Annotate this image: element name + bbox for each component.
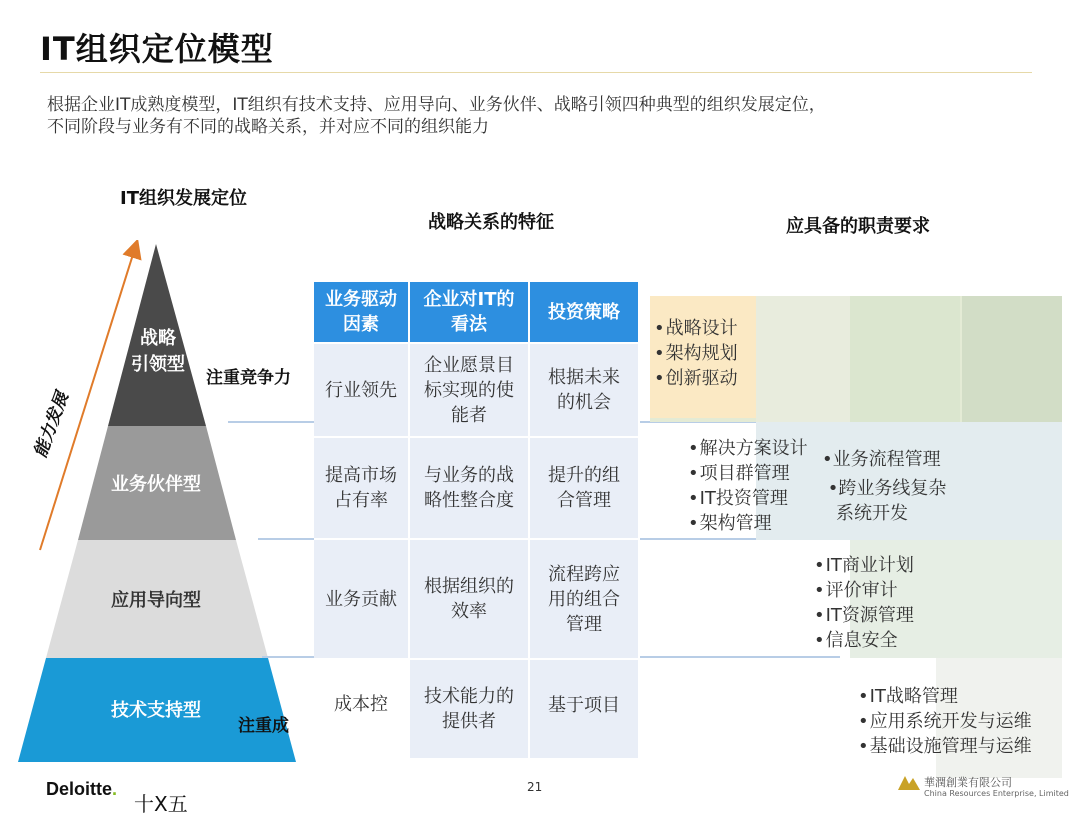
table-cell: 成本控 (314, 660, 408, 758)
cre-logo-en: China Resources Enterprise, Limited (924, 789, 1069, 798)
duty-list-level-2b (822, 447, 946, 526)
table-cell: 根据未来 的机会 (530, 344, 638, 436)
logo-sub-text: 十X五 (134, 792, 188, 816)
duty-band (962, 296, 1062, 422)
duty-band (850, 296, 960, 422)
cre-logo-icon (898, 772, 920, 790)
list-item: • 信息安全 (814, 628, 914, 653)
title-divider (40, 72, 1032, 73)
list-item: • IT战略管理 (858, 684, 1032, 709)
duty-list-level-3 (814, 553, 914, 653)
table-cell: 基于项目 (530, 660, 638, 758)
table-cell: 行业领先 (314, 344, 408, 436)
list-item: • IT商业计划 (814, 553, 914, 578)
list-item: 系统开发 (836, 503, 908, 524)
list-item: • 战略设计 (654, 316, 738, 341)
list-item: • IT资源管理 (814, 603, 914, 628)
pyramid-heading: IT组织发展定位 (120, 188, 247, 209)
table-cell: 提高市场 占有率 (314, 438, 408, 538)
pyramid-label-level-1: 战略 引领型 (131, 328, 185, 375)
list-item: • 架构管理 (688, 511, 808, 536)
duty-list-level-2a (688, 436, 808, 536)
list-item: • 项目群管理 (688, 461, 808, 486)
duty-list-level-1 (654, 316, 738, 391)
duty-list-level-4 (858, 684, 1032, 759)
intro-line-2: 不同阶段与业务有不同的战略关系，并对应不同的组织能力 (47, 117, 489, 137)
list-item: •跨业务线复杂 (822, 478, 947, 499)
table-cell: 提升的组 合管理 (530, 438, 638, 538)
page-title: IT组织定位模型 (40, 30, 274, 68)
duty-band (756, 296, 850, 422)
connector-line (258, 538, 314, 540)
pyramid-diagram (18, 244, 298, 762)
list-item: • 评价审计 (814, 578, 914, 603)
list-item: • 应用系统开发与运维 (858, 709, 1032, 734)
deloitte-logo: Deloitte. (46, 779, 118, 799)
list-item: • 架构规划 (654, 341, 738, 366)
note-cost-a: 注重成 (238, 716, 289, 736)
list-item: • 创新驱动 (654, 366, 738, 391)
axis-label: 能力发展 (30, 389, 73, 461)
connector-line (228, 421, 314, 423)
table-cell: 企业愿景目 标实现的使 能者 (410, 344, 528, 436)
page-number: 21 (527, 780, 543, 794)
pyramid-label-level-2: 业务伙伴型 (111, 474, 201, 495)
table-header-investment: 投资策略 (530, 282, 638, 342)
table-cell: 与业务的战 略性整合度 (410, 438, 528, 538)
cre-logo-cn: 華潤創業有限公司 (924, 776, 1012, 789)
table-cell: 业务贡献 (314, 540, 408, 658)
intro-line-1: 根据企业IT成熟度模型，IT组织有技术支持、应用导向、业务伙伴、战略引领四种典型的组织发展定位， (47, 95, 826, 115)
list-item: • IT投资管理 (688, 486, 808, 511)
pyramid-label-level-4: 技术支持型 (111, 700, 201, 721)
table-cell: 流程跨应 用的组合 管理 (530, 540, 638, 658)
table-cell: 根据组织的 效率 (410, 540, 528, 658)
relation-heading: 战略关系的特征 (428, 212, 554, 233)
list-item: • 解决方案设计 (688, 436, 808, 461)
connector-line (640, 656, 840, 658)
pyramid-label-level-3: 应用导向型 (111, 590, 201, 611)
list-item: • 基础设施管理与运维 (858, 734, 1032, 759)
note-competitiveness: 注重竞争力 (206, 368, 291, 388)
duty-heading: 应具备的职责要求 (786, 216, 930, 237)
list-item: •业务流程管理 (822, 449, 941, 470)
table-header-driver: 业务驱动 因素 (314, 282, 408, 342)
table-header-view: 企业对IT的 看法 (410, 282, 528, 342)
table-cell: 技术能力的 提供者 (410, 660, 528, 758)
connector-line (262, 656, 314, 658)
